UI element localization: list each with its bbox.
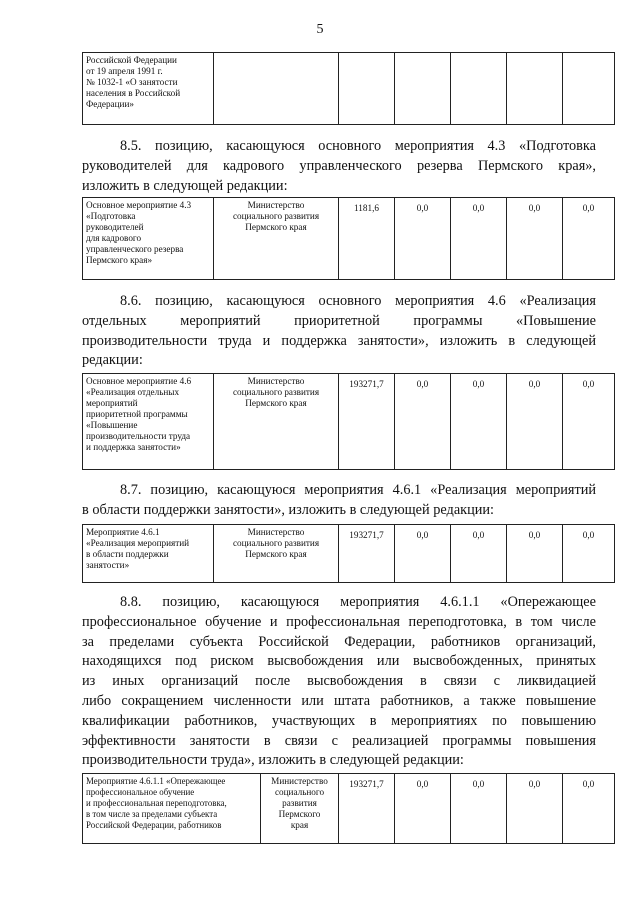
cell-name-line: мероприятий xyxy=(86,398,138,408)
cell-amount: 193271,7 xyxy=(339,774,395,844)
cell-value: 0,0 xyxy=(563,525,615,583)
cell-value: 0,0 xyxy=(507,374,563,470)
cell-value: 0,0 xyxy=(507,198,563,280)
cell-value: 0,0 xyxy=(507,774,563,844)
cell-amount: 1181,6 xyxy=(339,198,395,280)
paragraph-line: либо сокращением численности или штата работников, а также повышение xyxy=(82,692,596,709)
paragraph-line: находящихся под риском высвобождения или высвобожденных, принятых xyxy=(82,653,596,670)
cell-value: 0,0 xyxy=(395,198,451,280)
paragraph-line: 8.6. позицию, касающуюся основного мероприятия 4.6 «Реализация xyxy=(120,293,596,309)
paragraph-line: 8.5. позицию, касающуюся основного мероприятия 4.3 «Подготовка xyxy=(120,138,596,154)
cell-name-line: «Реализация отдельных xyxy=(86,387,180,397)
page-number: 5 xyxy=(316,22,324,37)
table-row-4-6-1-1 xyxy=(82,773,615,844)
paragraph-line: из иных организаций после высвобождения в связи с ликвидацией xyxy=(82,673,596,690)
cell-name-line: производительности труда xyxy=(86,431,191,441)
cell-name-line: Основное мероприятие 4.3 xyxy=(86,200,192,210)
cell-amount: 193271,7 xyxy=(339,525,395,583)
org-line: развития xyxy=(282,798,317,808)
cell-value: 0,0 xyxy=(563,198,615,280)
org-line: Пермского края xyxy=(245,398,307,408)
cell-name-line: в области поддержки xyxy=(86,549,169,559)
paragraph-line: 8.7. позицию, касающуюся мероприятия 4.6.1 «Реализация мероприятий xyxy=(120,482,596,498)
paragraph-line: профессиональное обучение и профессиональная переподготовка, в том числе xyxy=(82,613,596,630)
cell-organization xyxy=(214,374,339,470)
cell-name-line: и поддержка занятости» xyxy=(86,442,181,452)
cell-organization xyxy=(214,198,339,280)
cell-value: 0,0 xyxy=(451,525,507,583)
cell-empty xyxy=(563,53,615,125)
cell-value: 0,0 xyxy=(395,374,451,470)
paragraph-8-7 xyxy=(82,481,596,521)
cell-name-line: Мероприятие 4.6.1.1 «Опережающее xyxy=(86,776,226,786)
table-row-continuation xyxy=(82,52,615,125)
paragraph-8-8 xyxy=(82,593,596,771)
org-line: социального развития xyxy=(232,387,320,397)
cell-value: 0,0 xyxy=(395,774,451,844)
cell-name-line: управленческого резерва xyxy=(86,244,184,254)
cell-name-line: занятости» xyxy=(86,560,130,570)
cell-empty xyxy=(451,53,507,125)
paragraph-line: производительности труда», изложить в следующей редакции: xyxy=(82,752,464,769)
cell-name-line: «Подготовка xyxy=(86,211,136,221)
paragraph-line: редакции: xyxy=(82,352,143,369)
cell-value: 0,0 xyxy=(451,374,507,470)
cell-name xyxy=(83,53,214,125)
paragraph-line: за пределами субъекта Российской Федерации, работников организаций, xyxy=(82,633,596,650)
cell-name-line: «Реализация мероприятий xyxy=(86,538,190,548)
cell-name-line: Пермского края» xyxy=(86,255,153,265)
cell-name xyxy=(83,525,214,583)
cell-value: 0,0 xyxy=(395,525,451,583)
paragraph-line: квалификации работников, участвующих в мероприятиях по повышению xyxy=(82,712,596,729)
org-line: Министерство xyxy=(247,200,305,210)
org-line: Пермского края xyxy=(245,222,307,232)
cell-name-line: в том числе за пределами субъекта xyxy=(86,809,218,819)
table-row-4-6-1 xyxy=(82,524,615,583)
cell-name xyxy=(83,198,214,280)
cell-value: 0,0 xyxy=(563,374,615,470)
paragraph-line: отдельных мероприятий приоритетной программы «Повышение xyxy=(82,312,596,329)
org-line: социального развития xyxy=(232,211,320,221)
org-line: социального развития xyxy=(232,538,320,548)
cell-value: 0,0 xyxy=(563,774,615,844)
cell-empty xyxy=(395,53,451,125)
cell-name-line: Российской Федерации xyxy=(86,55,177,65)
cell-value: 0,0 xyxy=(451,774,507,844)
cell-name-line: Мероприятие 4.6.1 xyxy=(86,527,160,537)
paragraph-line: в области поддержки занятости», изложить в следующей редакции: xyxy=(82,501,495,518)
paragraph-8-6 xyxy=(82,292,596,371)
cell-name-line: профессиональное обучение xyxy=(86,787,195,797)
cell-name-line: и профессиональная переподготовка, xyxy=(86,798,227,808)
paragraph-line: изложить в следующей редакции: xyxy=(82,177,288,194)
cell-empty xyxy=(507,53,563,125)
paragraph-line: эффективности занятости в связи с реализацией программы повышения xyxy=(82,732,596,749)
table-row-4-6 xyxy=(82,373,615,470)
table-row-4-3 xyxy=(82,197,615,280)
cell-name-line: населения в Российской xyxy=(86,88,181,98)
cell-empty xyxy=(339,53,395,125)
cell-amount: 193271,7 xyxy=(339,374,395,470)
org-line: Пермского края xyxy=(245,549,307,559)
paragraph-line: руководителей для кадрового управленческого резерва Пермского края», xyxy=(82,157,596,174)
cell-name-line: «Повышение xyxy=(86,420,138,430)
org-line: Министерство xyxy=(271,776,328,786)
cell-name-line: для кадрового xyxy=(86,233,142,243)
paragraph-8-5 xyxy=(82,137,596,196)
paragraph-line: производительности труда и поддержка занятости», изложить в следующей xyxy=(82,332,596,349)
cell-empty xyxy=(214,53,339,125)
cell-name-line: руководителей xyxy=(86,222,144,232)
cell-name-line: приоритетной программы xyxy=(86,409,188,419)
cell-name-line: Российской Федерации, работников xyxy=(86,820,222,830)
paragraph-line: 8.8. позицию, касающуюся мероприятия 4.6.1.1 «Опережающее xyxy=(120,594,596,610)
cell-value: 0,0 xyxy=(507,525,563,583)
cell-name-line: Основное мероприятие 4.6 xyxy=(86,376,192,386)
cell-name-line: № 1032-1 «О занятости xyxy=(86,77,178,87)
cell-name-line: от 19 апреля 1991 г. xyxy=(86,66,163,76)
org-line: Министерство xyxy=(247,376,305,386)
cell-name-line: Федерации» xyxy=(86,99,134,109)
cell-value: 0,0 xyxy=(451,198,507,280)
org-line: края xyxy=(290,820,309,830)
org-line: Пермского xyxy=(278,809,321,819)
org-line: социального xyxy=(274,787,325,797)
cell-organization xyxy=(214,525,339,583)
org-line: Министерство xyxy=(247,527,305,537)
cell-organization xyxy=(261,774,339,844)
cell-name xyxy=(83,374,214,470)
cell-name xyxy=(83,774,261,844)
